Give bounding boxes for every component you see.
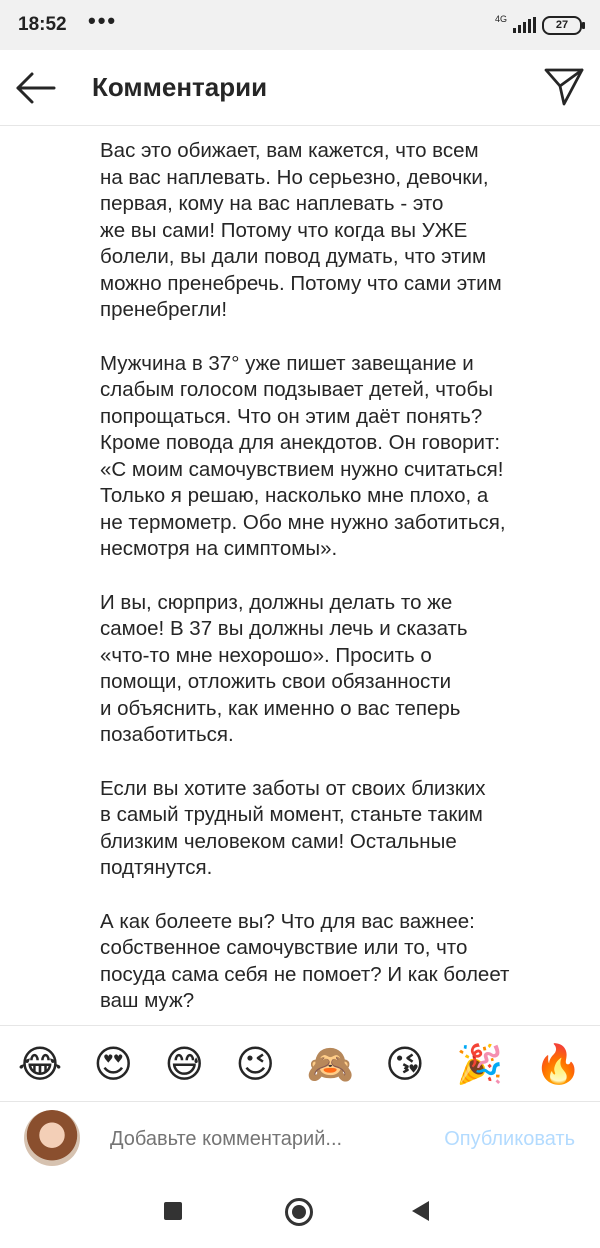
comment-paragraph: А как болеете вы? Что для вас важнее: собственное самочувствие или то, что посуда сама себя не помоет? И как болеет ваш муж?: [100, 909, 510, 1012]
recent-apps-icon[interactable]: [164, 1202, 182, 1220]
comment-paragraph: Вас это обижает, вам кажется, что всем на вас наплевать. Но серьезно, девочки, первая, кому на вас наплевать - это же вы сами! Потому что когда вы УЖЕ болели, вы дали повод думать, что этим можно пренебречь. Потому что сами этим пренебрегли!: [100, 139, 502, 321]
comment-input-bar: [0, 1101, 600, 1178]
comment-input[interactable]: [110, 1128, 410, 1151]
party-popper-emoji-button[interactable]: 🎉: [456, 1041, 504, 1086]
network-type-label: 4G: [494, 14, 507, 24]
tears-of-joy-emoji-button[interactable]: 😂: [17, 1041, 63, 1086]
fire-emoji-button[interactable]: 🔥: [534, 1041, 583, 1086]
header-bar: [0, 50, 600, 126]
status-indicators: [495, 14, 582, 36]
comment-text: [100, 138, 570, 1042]
publish-button[interactable]: Опубликовать: [444, 1128, 575, 1150]
comment-paragraph: Мужчина в 37° уже пишет завещание и слабым голосом подзывает детей, чтобы попрощаться. Что он этим даёт понять? Кроме повода для анекдотов. Он говорит: «С моим самочувствием нужно считаться! Только я решаю, насколько мне плохо, а не термометр. Обо мне нужно заботиться, несмотря на симптомы».: [100, 351, 506, 560]
system-navigation-bar: [0, 1177, 600, 1248]
avatar: [24, 1110, 80, 1166]
back-triangle-icon[interactable]: [412, 1201, 429, 1221]
sweat-smile-emoji-button[interactable]: 😅: [164, 1041, 205, 1086]
comment-paragraph: Если вы хотите заботы от своих близких в самый трудный момент, станьте таким близким человеком сами! Остальные подтянутся.: [100, 776, 486, 879]
page-title: Комментарии: [92, 72, 268, 102]
battery-icon: 27: [542, 16, 582, 35]
back-button[interactable]: [12, 66, 60, 110]
notification-dots-icon: •••: [88, 8, 118, 33]
emoji-quick-bar: [0, 1025, 600, 1101]
heart-eyes-emoji-button[interactable]: 😍: [93, 1041, 134, 1086]
see-no-evil-monkey-emoji-button[interactable]: 🙈: [306, 1041, 354, 1086]
share-button[interactable]: [542, 64, 586, 108]
status-time: 18:52: [18, 14, 67, 35]
paper-plane-icon: [542, 64, 586, 108]
arrow-left-icon: [12, 66, 60, 110]
signal-strength-icon: [513, 17, 536, 33]
wink-emoji-button[interactable]: 😉: [235, 1041, 276, 1086]
status-bar: [0, 0, 600, 50]
kiss-emoji-button[interactable]: 😘: [385, 1041, 425, 1086]
comment-paragraph: И вы, сюрприз, должны делать то же самое! В 37 вы должны лечь и сказать «что-то мне нехорошо». Просить о помощи, отложить свои обязанности и объяснить, как именно о вас теперь позаботиться.: [100, 590, 468, 746]
home-icon[interactable]: [285, 1198, 313, 1226]
